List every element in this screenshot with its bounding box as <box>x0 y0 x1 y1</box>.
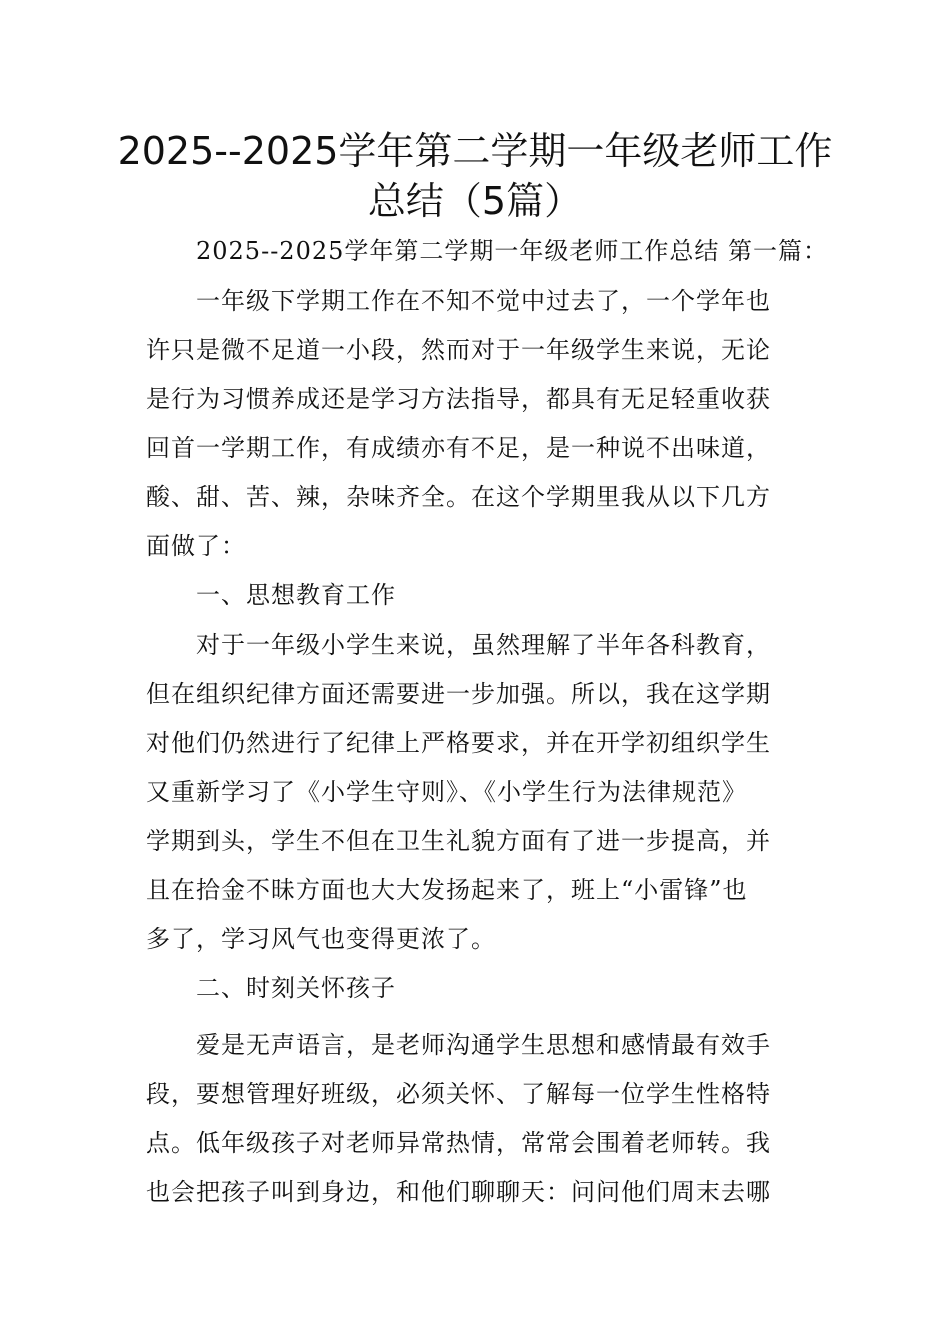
section-heading: 二、时刻关怀孩子 <box>196 974 396 1002</box>
paragraph-line: 且在拾金不昧方面也大大发扬起来了，班上“小雷锋”也 <box>146 876 748 904</box>
paragraph-line: 多了，学习风气也变得更浓了。 <box>146 925 496 953</box>
paragraph-line: 一年级下学期工作在不知不觉中过去了，一个学年也 <box>196 287 771 315</box>
section-heading: 一、思想教育工作 <box>196 581 396 609</box>
paragraph-line: 许只是微不足道一小段，然而对于一年级学生来说，无论 <box>146 336 771 364</box>
paragraph-line: 但在组织纪律方面还需要进一步加强。所以，我在这学期 <box>146 680 771 708</box>
paragraph-line: 酸、甜、苦、辣，杂味齐全。在这个学期里我从以下几方 <box>146 483 771 511</box>
paragraph-line: 是行为习惯养成还是学习方法指导，都具有无足轻重收获 <box>146 385 771 413</box>
document-title-line-1: 2025--2025学年第二学期一年级老师工作 <box>117 129 833 173</box>
paragraph-line: 对于一年级小学生来说，虽然理解了半年各科教育， <box>196 631 771 659</box>
paragraph-line: 爱是无声语言，是老师沟通学生思想和感情最有效手 <box>196 1031 771 1059</box>
paragraph-line: 对他们仍然进行了纪律上严格要求，并在开学初组织学生 <box>146 729 771 757</box>
paragraph-line: 回首一学期工作，有成绩亦有不足，是一种说不出味道， <box>146 434 771 462</box>
section-heading-first: 2025--2025学年第二学期一年级老师工作总结 第一篇： <box>196 237 829 265</box>
paragraph-line: 面做了： <box>146 532 246 560</box>
paragraph-line: 段，要想管理好班级，必须关怀、了解每一位学生性格特 <box>146 1080 771 1108</box>
paragraph-line: 点。低年级孩子对老师异常热情，常常会围着老师转。我 <box>146 1129 771 1157</box>
paragraph-line: 又重新学习了《小学生守则》、《小学生行为法律规范》 <box>146 778 747 806</box>
document-title-line-2: 总结（5篇） <box>367 179 583 223</box>
paragraph-line: 也会把孩子叫到身边，和他们聊聊天：问问他们周末去哪 <box>146 1178 771 1206</box>
paragraph-line: 学期到头，学生不但在卫生礼貌方面有了进一步提高，并 <box>146 827 771 855</box>
